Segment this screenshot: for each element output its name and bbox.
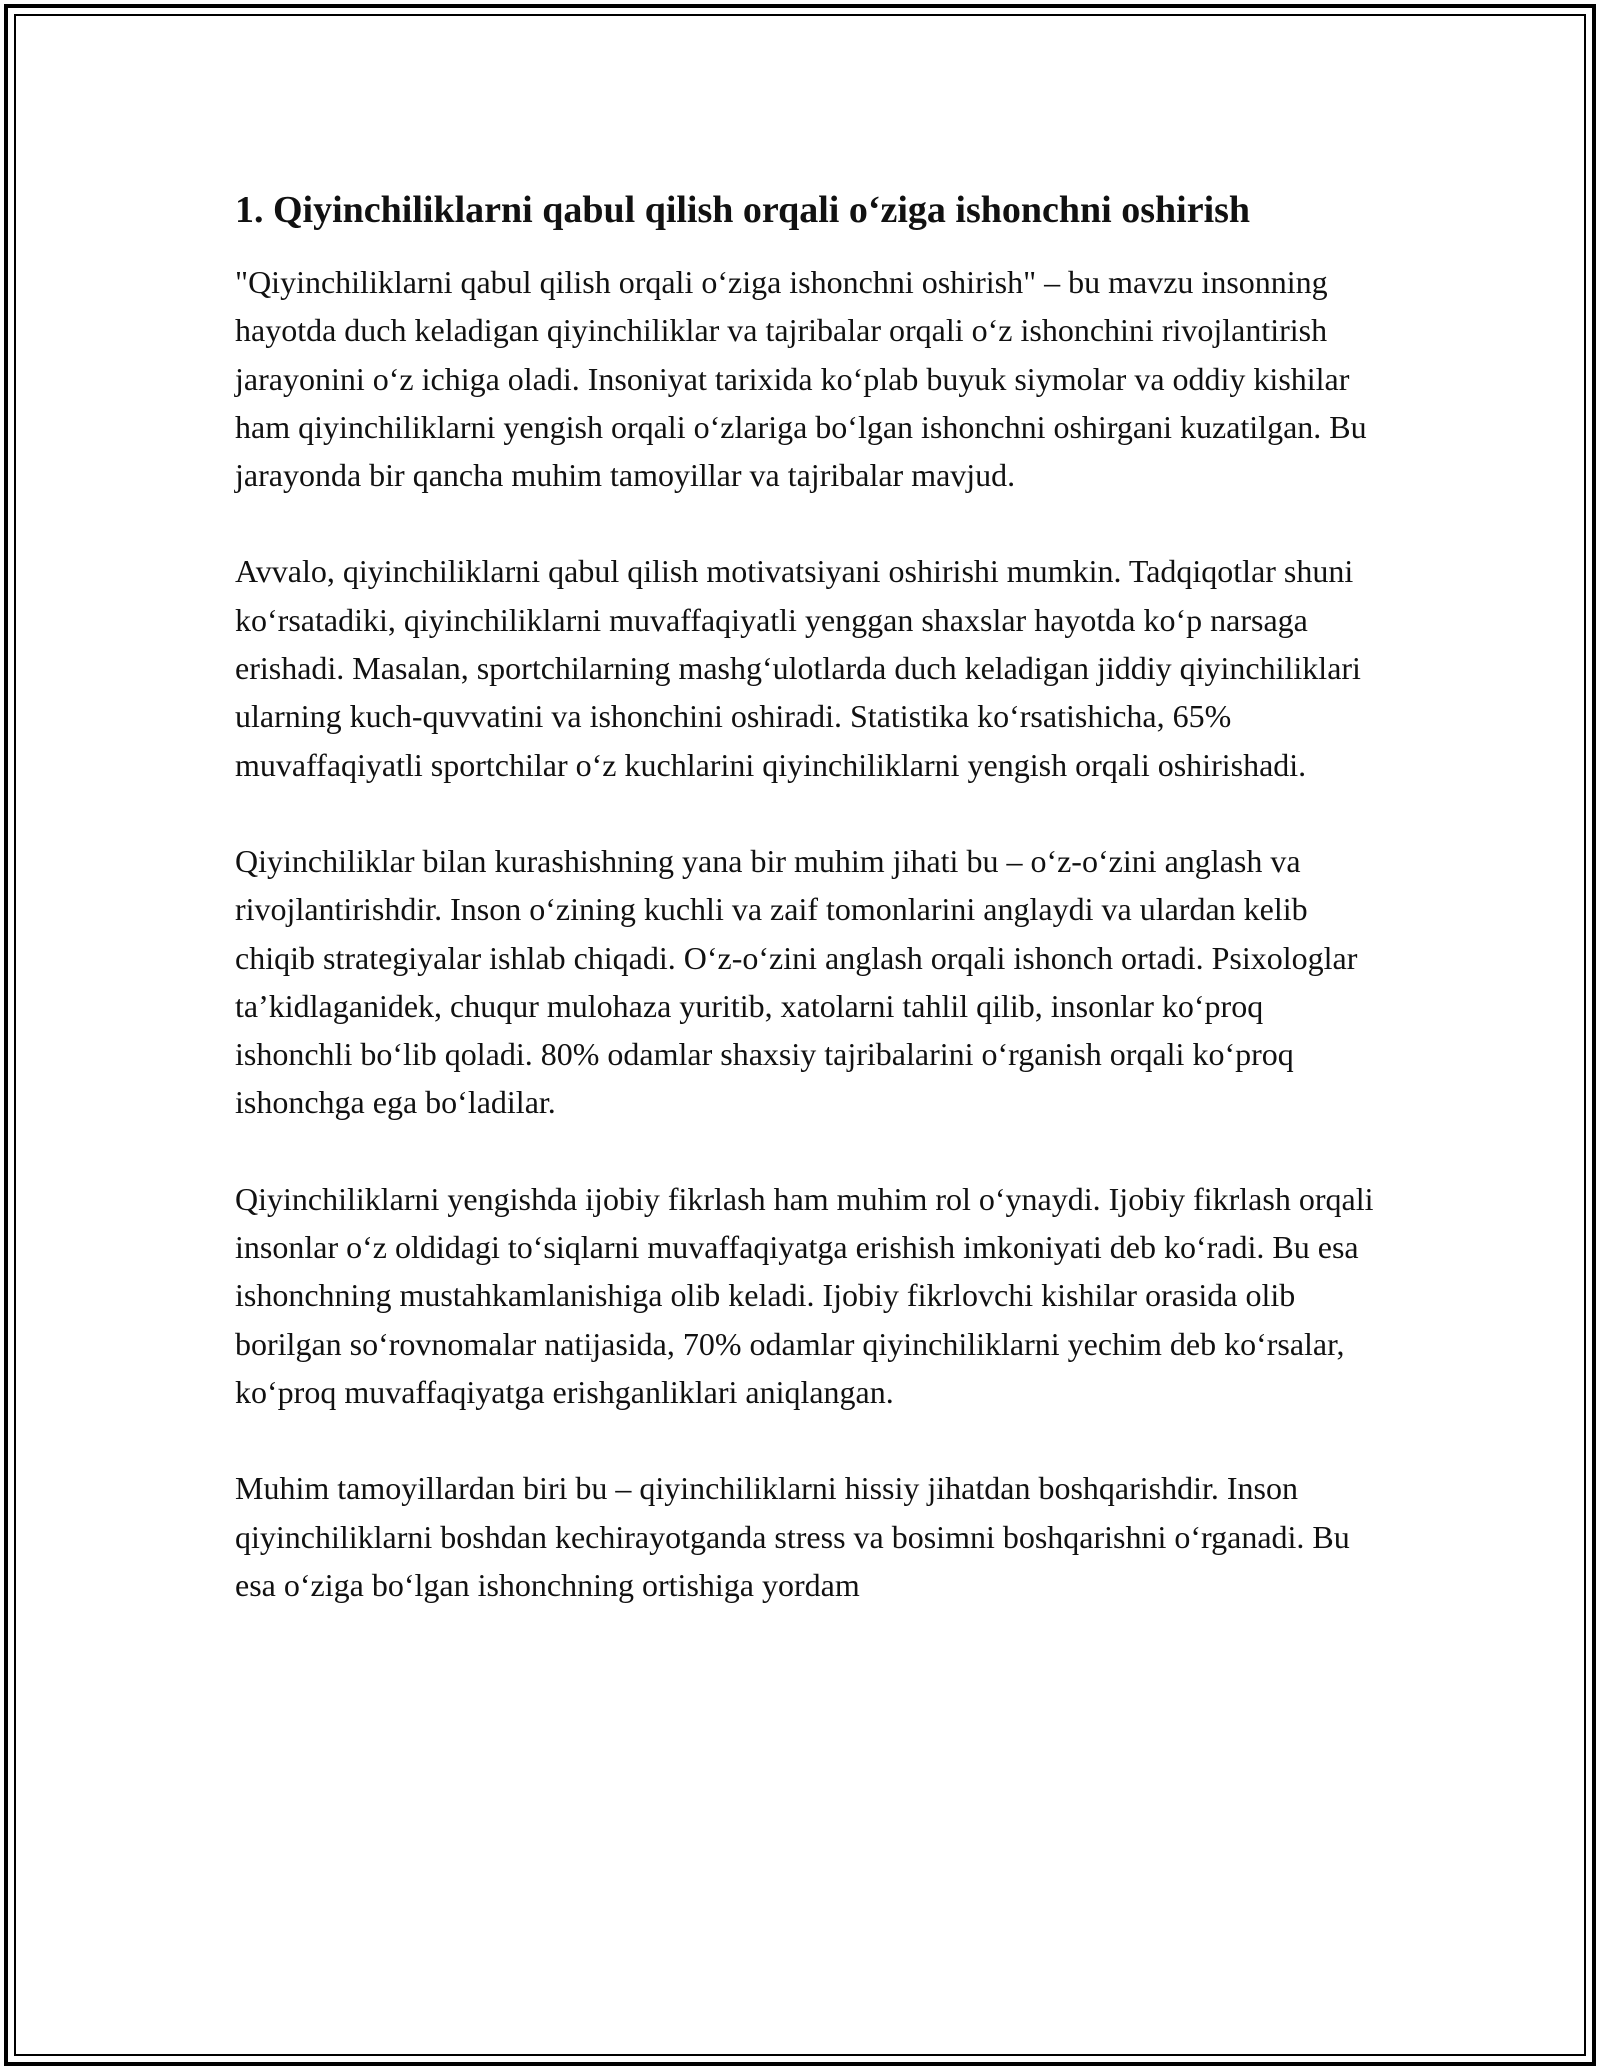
document-body — [235, 186, 1375, 1657]
paragraph: Avvalo, qiyinchiliklarni qabul qilish motivatsiyani oshirishi mumkin. Tadqiqotlar shuni ko‘rsatadiki, qiyinchiliklarni muvaffaqiyatli yenggan shaxslar hayotda ko‘p narsaga erishadi. Masalan, sportchilarning mashg‘ulotlarda duch keladigan jiddiy qiyinchiliklari ularning kuch-quvvatini va ishonchini oshiradi. Statistika ko‘rsatishicha, 65% muvaffaqiyatli sportchilar o‘z kuchlarini qiyinchiliklarni yengish orqali oshirishadi. — [235, 553, 1361, 783]
paragraph: Qiyinchiliklar bilan kurashishning yana bir muhim jihati bu – o‘z-o‘zini anglash va rivojlantirishdir. Inson o‘zining kuchli va zaif tomonlarini anglaydi va ulardan kelib chiqib strategiyalar ishlab chiqadi. O‘z-o‘zini anglash orqali ishonch ortadi. Psixologlar ta’kidlaganidek, chuqur mulohaza yuritib, xatolarni tahlil qilib, insonlar ko‘proq ishonchli bo‘lib qoladi. 80% odamlar shaxsiy tajribalarini o‘rganish orqali ko‘proq ishonchga ega bo‘ladilar. — [235, 842, 1358, 1121]
paragraph: "Qiyinchiliklarni qabul qilish orqali o‘ziga ishonchni oshirish" – bu mavzu insonning hayotda duch keladigan qiyinchiliklar va tajribalar orqali o‘z ishonchini rivojlantirish jarayonini o‘z ichiga oladi. Insoniyat tarixida ko‘plab buyuk siymolar va oddiy kishilar ham qiyinchiliklarni yengish orqali o‘zlariga bo‘lgan ishonchni oshirgani kuzatilgan. Bu jarayonda bir qancha muhim tamoyillar va tajribalar mavjud. — [235, 264, 1367, 494]
paragraph: Muhim tamoyillardan biri bu – qiyinchiliklarni hissiy jihatdan boshqarishdir. Inson qiyinchiliklarni boshdan kechirayotganda stress va bosimni boshqarishni o‘rganadi. Bu esa o‘ziga bo‘lgan ishonchning ortishiga yordam — [235, 1470, 1350, 1603]
document-title: 1. Qiyinchiliklarni qabul qilish orqali o‘ziga ishonchni oshirish — [235, 189, 1251, 231]
paragraph: Qiyinchiliklarni yengishda ijobiy fikrlash ham muhim rol o‘ynaydi. Ijobiy fikrlash orqali insonlar o‘z oldidagi to‘siqlarni muvaffaqiyatga erishish imkoniyati deb ko‘radi. Bu esa ishonchning mustahkamlanishiga olib keladi. Ijobiy fikrlovchi kishilar orasida olib borilgan so‘rovnomalar natijasida, 70% odamlar qiyinchiliklarni yechim deb ko‘rsalar, ko‘proq muvaffaqiyatga erishganliklari aniqlangan. — [235, 1180, 1374, 1410]
